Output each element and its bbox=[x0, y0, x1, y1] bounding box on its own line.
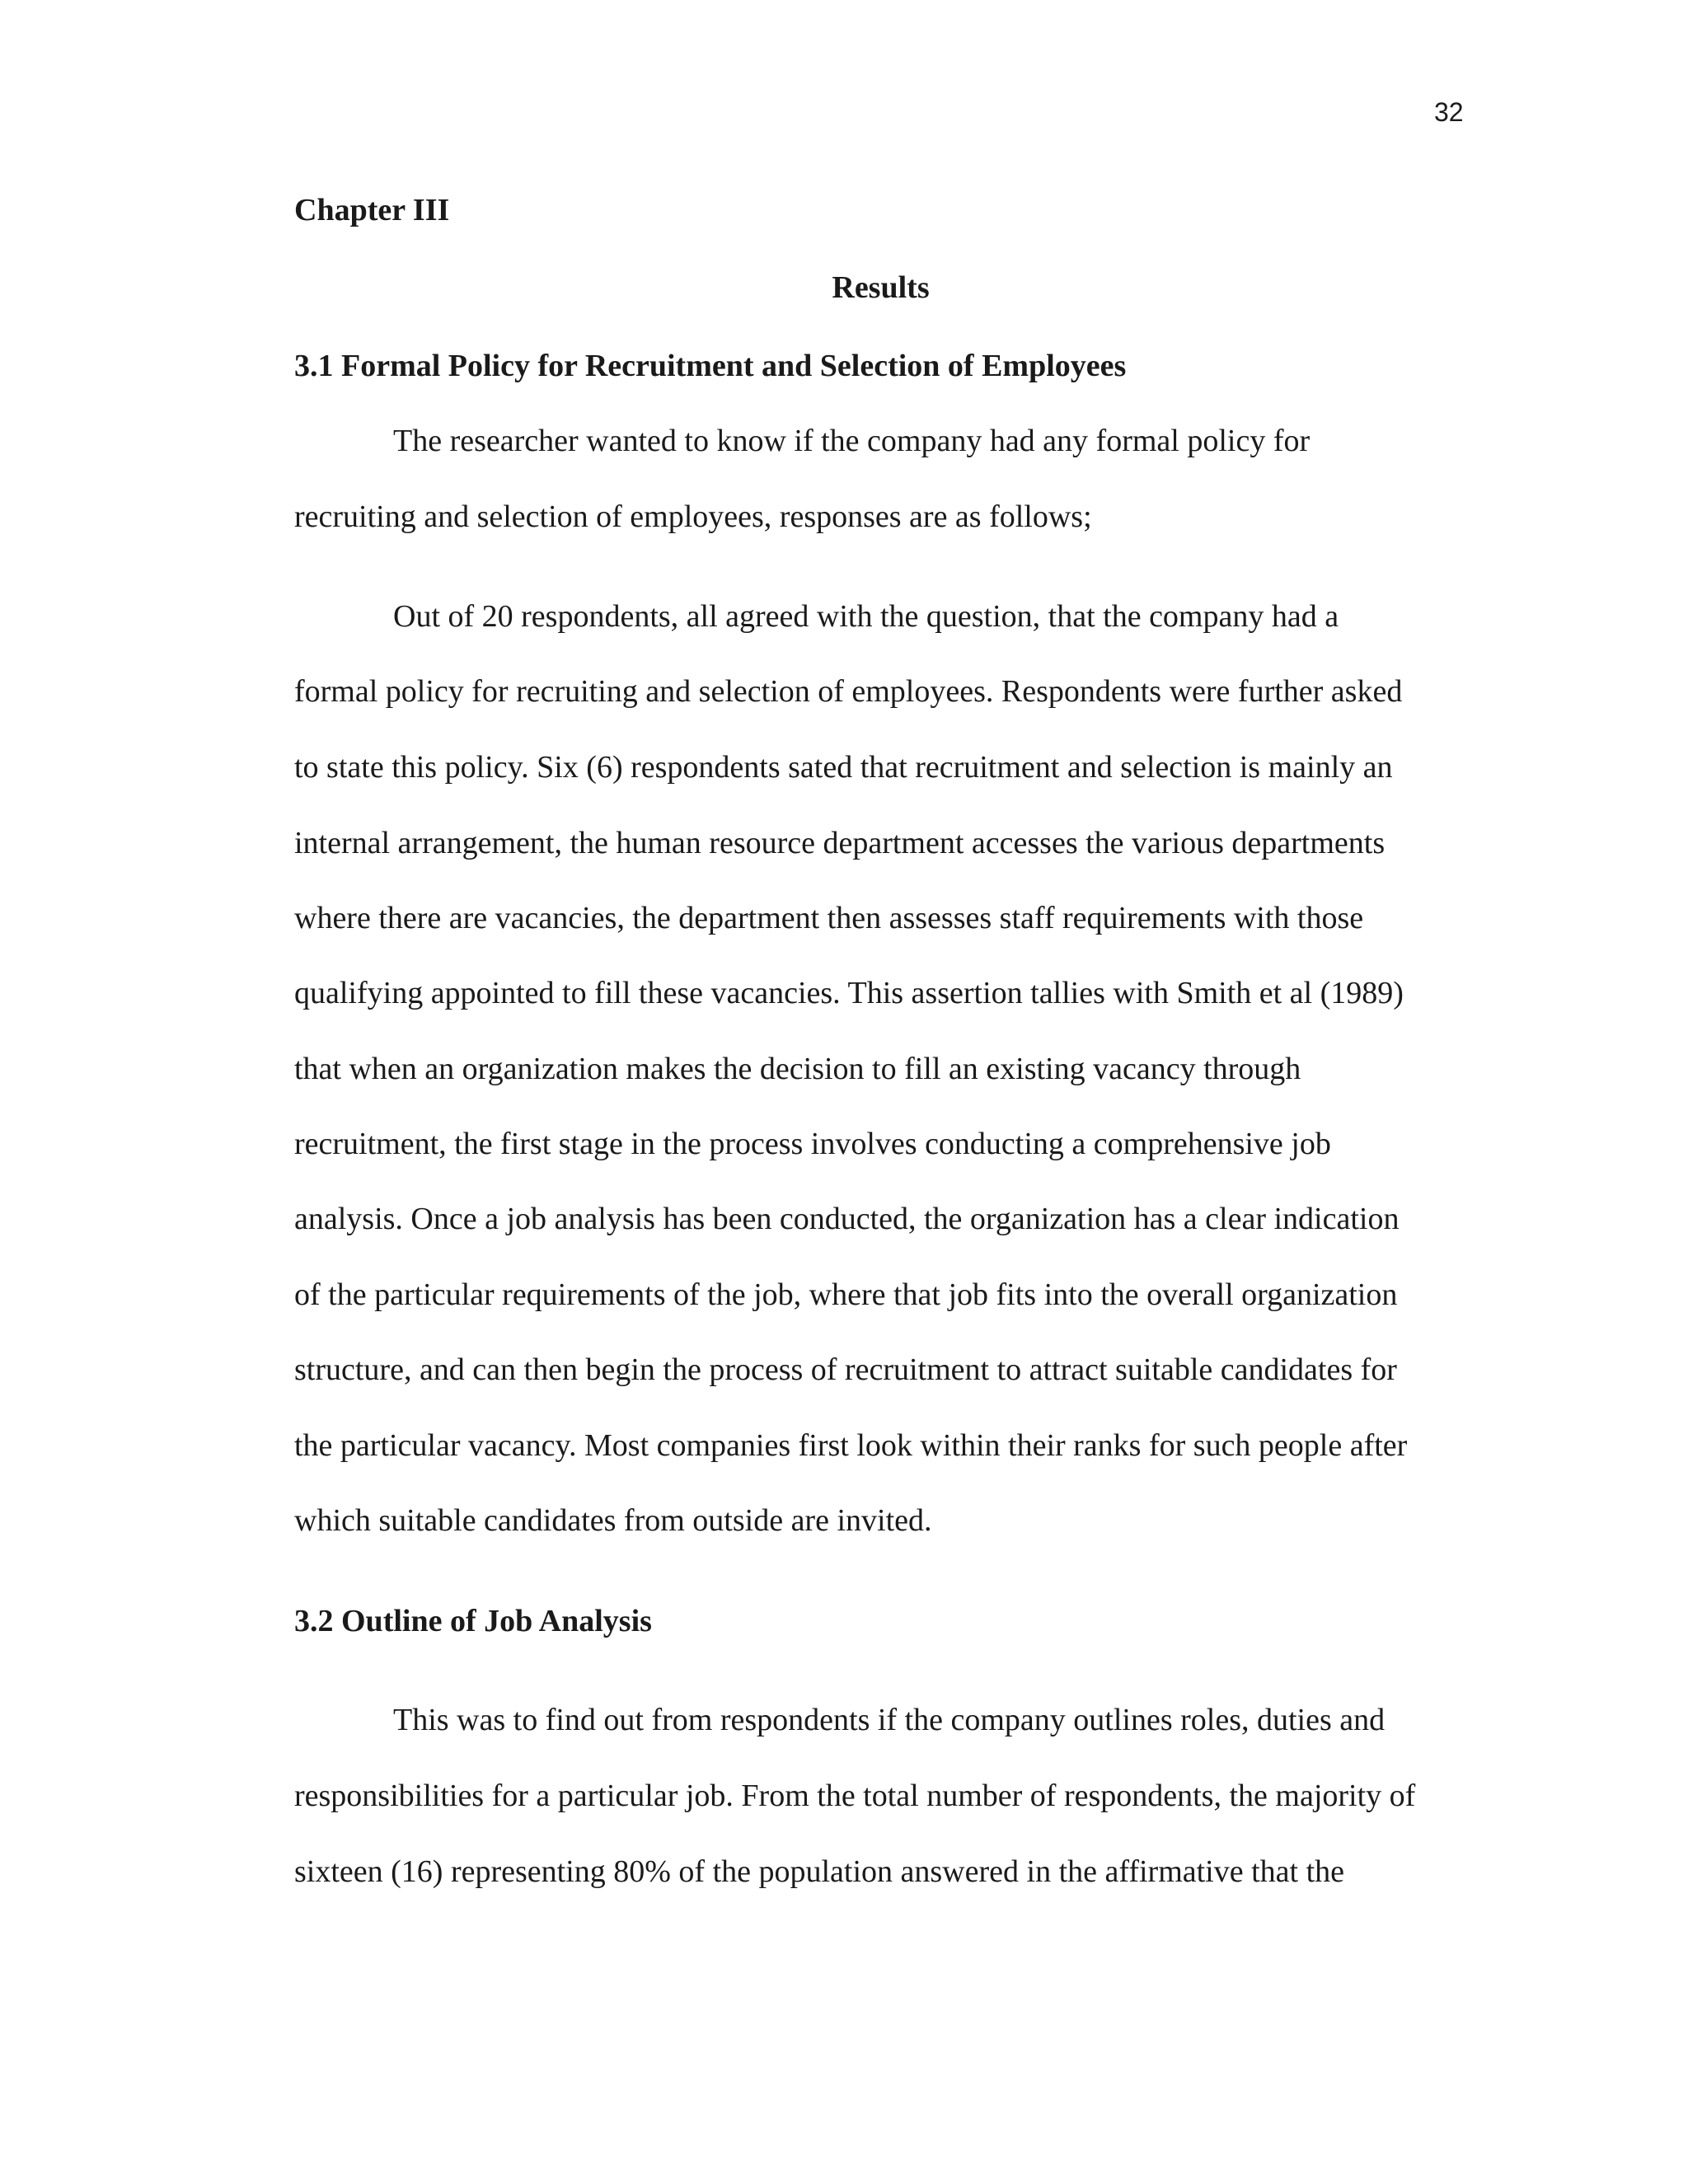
paragraph-line: formal policy for recruiting and selection of employees. Respondents were further asked bbox=[294, 674, 1403, 709]
paragraph-line: This was to find out from respondents if the company outlines roles, duties and bbox=[393, 1703, 1386, 1737]
paragraph-line: where there are vacancies, the department then assesses staff requirements with those bbox=[294, 901, 1364, 935]
paragraph-line: internal arrangement, the human resource department accesses the various departments bbox=[294, 826, 1386, 860]
paragraph-line: the particular vacancy. Most companies first look within their ranks for such people after bbox=[294, 1428, 1408, 1463]
section-heading-3-2: 3.2 Outline of Job Analysis bbox=[294, 1604, 652, 1638]
page-number: 32 bbox=[1434, 97, 1464, 127]
section-heading-3-1: 3.1 Formal Policy for Recruitment and Selection of Employees bbox=[294, 349, 1127, 383]
paragraph-line: The researcher wanted to know if the company had any formal policy for bbox=[393, 424, 1311, 458]
paragraph-line: of the particular requirements of the job, where that job fits into the overall organization bbox=[294, 1277, 1398, 1312]
paragraph-line: that when an organization makes the decision to fill an existing vacancy through bbox=[294, 1052, 1301, 1086]
paragraph-line: analysis. Once a job analysis has been conducted, the organization has a clear indication bbox=[294, 1202, 1400, 1236]
paragraph-line: Out of 20 respondents, all agreed with the question, that the company had a bbox=[393, 599, 1339, 634]
paragraph-line: responsibilities for a particular job. From the total number of respondents, the majority of bbox=[294, 1779, 1416, 1813]
paragraph-line: qualifying appointed to fill these vacancies. This assertion tallies with Smith et al (1989) bbox=[294, 976, 1404, 1010]
paragraph-line: recruiting and selection of employees, responses are as follows; bbox=[294, 499, 1092, 534]
paragraph-line: to state this policy. Six (6) respondents sated that recruitment and selection is mainly an bbox=[294, 750, 1393, 785]
chapter-title: Results bbox=[832, 270, 930, 305]
paragraph-line: which suitable candidates from outside are invited. bbox=[294, 1503, 932, 1538]
chapter-label: Chapter III bbox=[294, 193, 450, 227]
paragraph-line: recruitment, the first stage in the process involves conducting a comprehensive job bbox=[294, 1127, 1331, 1161]
paragraph-line: sixteen (16) representing 80% of the population answered in the affirmative that the bbox=[294, 1854, 1345, 1889]
paragraph-line: structure, and can then begin the process of recruitment to attract suitable candidates for bbox=[294, 1352, 1397, 1387]
